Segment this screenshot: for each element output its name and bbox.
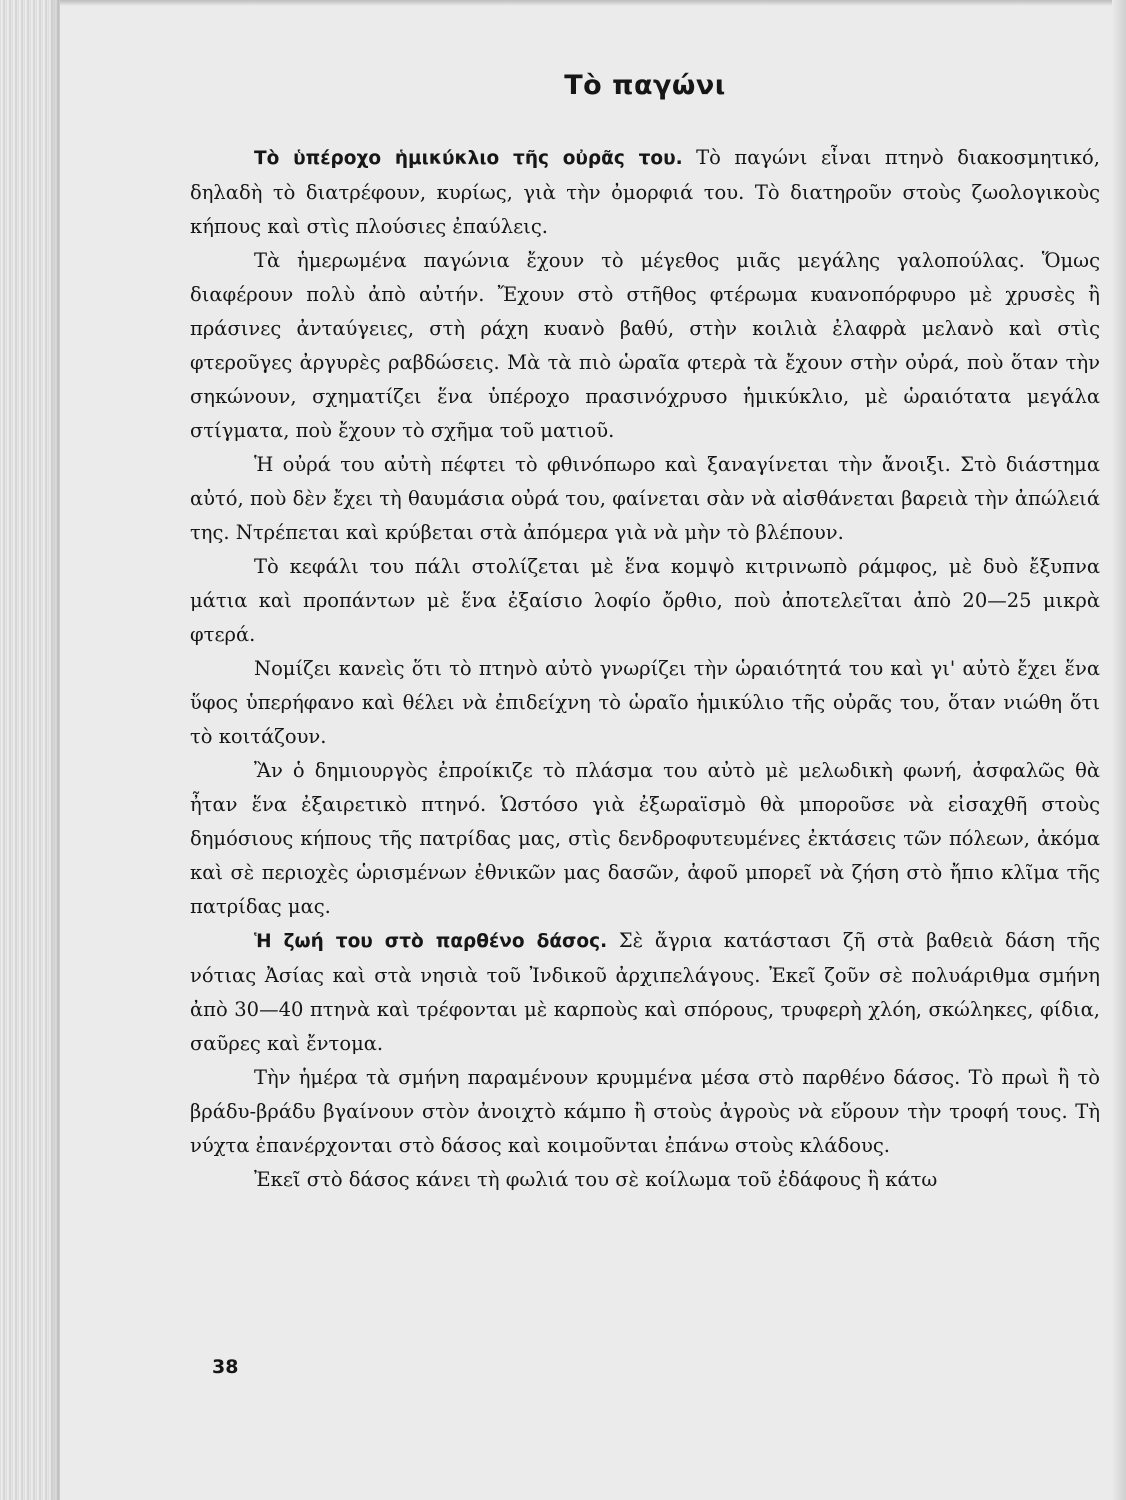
paragraph-7 <box>190 924 1100 1061</box>
paragraph-text: Νομίζει κανεὶς ὅτι τὸ πτηνὸ αὐτὸ γνωρίζει τὴν ὡραιότητά του καὶ γι' αὐτὸ ἔχει ἕνα ὕφος ὑπερήφανο καὶ θέλει νὰ ἐπιδείχνη τὸ ὡραῖο ἡμικύλιο τῆς οὐρᾶς του, ὅταν νιώθη ὅτι τὸ κοιτάζουν. <box>190 657 1100 748</box>
paragraph-text: Ἡ οὐρά του αὐτὴ πέφτει τὸ φθινόπωρο καὶ ξαναγίνεται τὴν ἄνοιξι. Στὸ διάστημα αὐτό, ποὺ δὲν ἔχει τὴ θαυμάσια οὐρά του, φαίνεται σὰν νὰ αἰσθάνεται βαρειὰ τὴν ἀπώλειά της. Ντρέπεται καὶ κρύβεται στὰ ἀπόμερα γιὰ νὰ μὴν τὸ βλέπουν. <box>190 453 1100 544</box>
page-content <box>190 70 1100 1197</box>
paragraph-text: Ἂν ὁ δημιουργὸς ἐπροίκιζε τὸ πλάσμα του αὐτὸ μὲ μελωδικὴ φωνή, ἀσφαλῶς θὰ ἦταν ἕνα ἐξαιρετικὸ πτηνό. Ὡστόσο γιὰ ἐξωραϊσμὸ θὰ μποροῦσε νὰ εἰσαχθῆ στοὺς δημόσιους κήπους τῆς πατρίδας μας, στὶς δενδροφυτευμένες ἐκτάσεις τῶν πόλεων, ἀκόμα καὶ σὲ περιοχὲς ὡρισμένων ἐθνικῶν μας δασῶν, ἀφοῦ μπορεῖ νὰ ζήση στὸ ἤπιο κλῖμα τῆς πατρίδας μας. <box>190 759 1100 918</box>
paragraph-1 <box>190 141 1100 244</box>
section-heading-life: Ἡ ζωή του στὸ παρθένο δάσος. <box>254 931 608 952</box>
paragraph-3 <box>190 448 1100 550</box>
paragraph-8 <box>190 1061 1100 1163</box>
paragraph-text: Ἐκεῖ στὸ δάσος κάνει τὴ φωλιά του σὲ κοίλωμα τοῦ ἐδάφους ἢ κάτω <box>254 1168 938 1191</box>
paragraph-text: Τὸ παγώνι εἶναι πτηνὸ διακοσμητικό, δηλαδὴ τὸ διατρέφουν, κυρίως, γιὰ τὴν ὀμορφιά του. Τὸ διατηροῦν στοὺς ζωολογικοὺς κήπους καὶ στὶς πλούσιες ἐπαύλεις. <box>190 146 1100 238</box>
paragraph-text: Τὰ ἡμερωμένα παγώνια ἔχουν τὸ μέγεθος μιᾶς μεγάλης γαλοπούλας. Ὅμως διαφέρουν πολὺ ἀπὸ αὐτήν. Ἔχουν στὸ στῆθος φτέρωμα κυανοπόρφυρο μὲ χρυσὲς ἢ πράσινες ἀνταύγειες, στὴ ράχη κυανὸ βαθύ, στὴν κοιλιὰ ἐλαφρὰ μελανὸ καὶ στὶς φτεροῦγες ἀργυρὲς ραβδώσεις. Μὰ τὰ πιὸ ὡραῖα φτερὰ τὰ ἔχουν στὴν οὐρά, ποὺ ὅταν τὴν σηκώνουν, σχηματίζει ἕνα ὑπέροχο πρασινόχρυσο ἡμικύκλιο, μὲ ὡραιότατα μεγάλα στίγματα, ποὺ ἔχουν τὸ σχῆμα τοῦ ματιοῦ. <box>190 249 1100 442</box>
paragraph-4 <box>190 550 1100 652</box>
paragraph-9 <box>190 1163 1100 1197</box>
page-title: Τὸ παγώνι <box>564 70 726 101</box>
page-number: 38 <box>212 1356 239 1378</box>
paragraph-text: Τὴν ἡμέρα τὰ σμήνη παραμένουν κρυμμένα μέσα στὸ παρθένο δάσος. Τὸ πρωὶ ἢ τὸ βράδυ-βράδυ βγαίνουν στὸν ἀνοιχτὸ κάμπο ἢ στοὺς ἀγροὺς νὰ εὕρουν τὴν τροφή τους. Τὴ νύχτα ἐπανέρχονται στὸ δάσος καὶ κοιμοῦνται ἐπάνω στοὺς κλάδους. <box>190 1066 1100 1157</box>
paragraph-5 <box>190 652 1100 754</box>
stacked-page-edges <box>0 0 60 1500</box>
paragraph-text: Σὲ ἄγρια κατάστασι ζῆ στὰ βαθειὰ δάση τῆς νότιας Ἀσίας καὶ στὰ νησιὰ τοῦ Ἰνδικοῦ ἀρχιπελάγους. Ἐκεῖ ζοῦν σὲ πολυάριθμα σμήνη ἀπὸ 30—40 πτηνὰ καὶ τρέφονται μὲ καρποὺς καὶ σπόρους, τρυφερὴ χλόη, σκώληκες, φίδια, σαῦρες καὶ ἔντομα. <box>190 929 1100 1055</box>
section-heading-tail: Τὸ ὑπέροχο ἡμικύκλιο τῆς οὐρᾶς του. <box>254 148 683 169</box>
paragraph-text: Τὸ κεφάλι του πάλι στολίζεται μὲ ἕνα κομψὸ κιτρινωπὸ ράμφος, μὲ δυὸ ἔξυπνα μάτια καὶ προπάντων μὲ ἕνα ἐξαίσιο λοφίο ὄρθιο, ποὺ ἀποτελεῖται ἀπὸ 20—25 μικρὰ φτερά. <box>190 555 1100 646</box>
paragraph-6 <box>190 754 1100 924</box>
paragraph-2 <box>190 244 1100 448</box>
page-right-shadow <box>1112 0 1126 1500</box>
page-top-shadow <box>60 0 1126 6</box>
